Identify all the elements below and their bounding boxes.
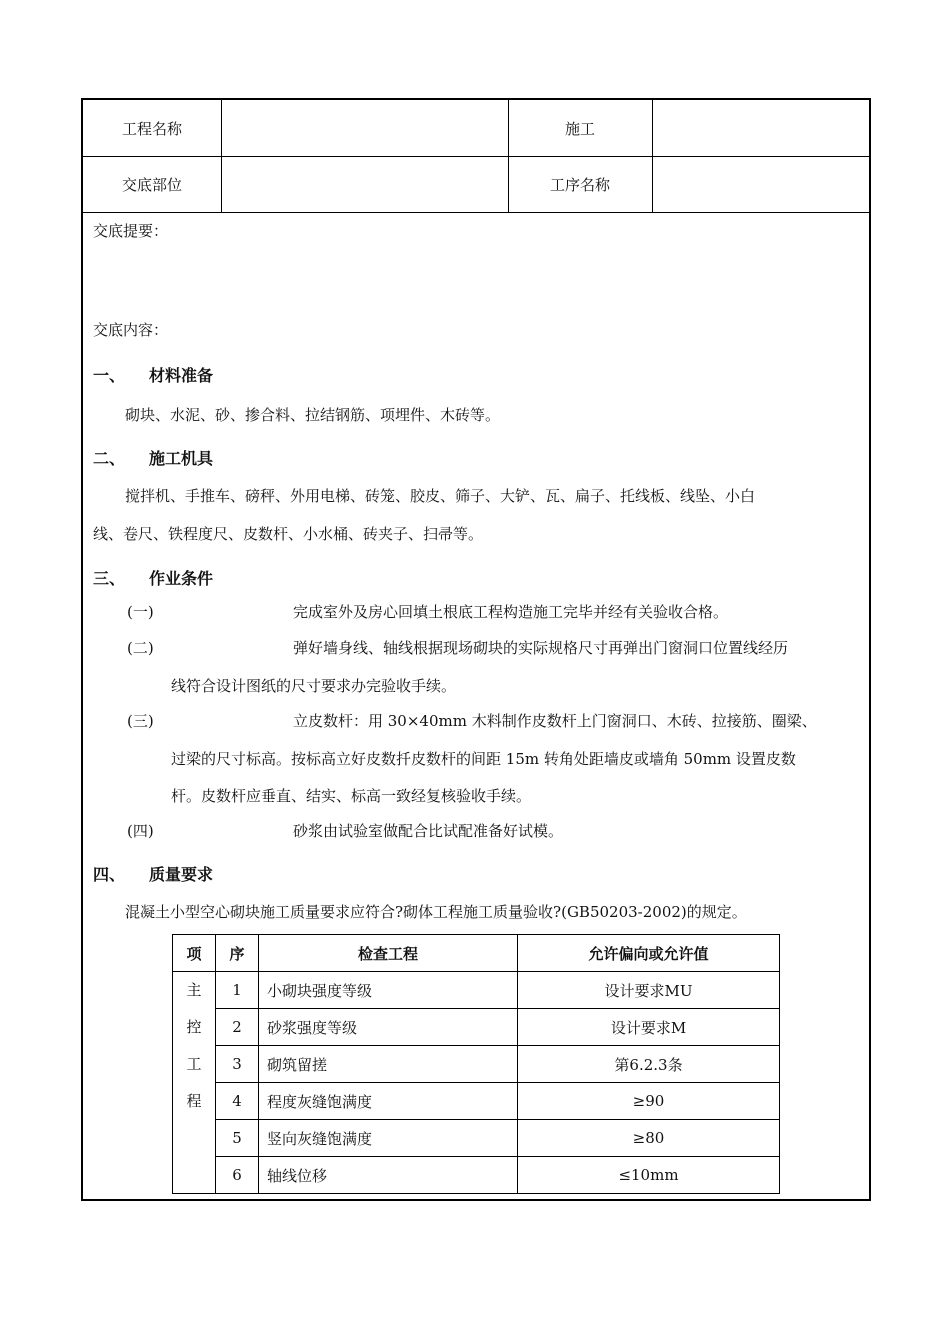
section-2-line-1: 搅拌机、手推车、磅秤、外用电梯、砖笼、胶皮、筛子、大铲、瓦、扁子、托线板、线坠、小白 (125, 487, 756, 505)
table-row (173, 1120, 780, 1157)
part-label: 交底部位 (121, 175, 182, 194)
project-name-label: 工程名称 (121, 119, 182, 138)
check-item: 轴线位移 (259, 1157, 518, 1194)
summary-label: 交底提要： (93, 222, 169, 240)
content-label: 交底内容： (93, 321, 169, 339)
check-item: 程度灰缝饱满度 (259, 1083, 518, 1120)
check-item: 竖向灰缝饱满度 (259, 1120, 518, 1157)
section-1-text: 砌块、水泥、砂、掺合料、拉结钢筋、项埋件、木砖等。 (125, 406, 501, 424)
process-label: 工序名称 (549, 175, 610, 194)
condition-text: 完成室外及房心回填土根底工程构造施工完毕并经有关验收合格。 (293, 603, 729, 621)
section-title: 施工机具 (149, 449, 214, 468)
condition-number: (一) (127, 603, 154, 621)
section-number: 三、 (93, 569, 126, 588)
header-row-2 (83, 156, 869, 213)
table-row (173, 972, 780, 1009)
table-header: 允许偏向或允许值 (518, 935, 780, 972)
table-header: 检查工程 (259, 935, 518, 972)
group-label-char: 控 (186, 1018, 202, 1036)
condition-text: 过梁的尺寸标高。按标高立好皮数扦皮数杆的间距 15m 转角处距墙皮或墙角 50mm 设置皮数 (171, 750, 796, 768)
table-row (173, 1083, 780, 1120)
check-item: 砂浆强度等级 (259, 1009, 518, 1046)
table-header: 项 (173, 935, 216, 972)
quality-table (172, 934, 780, 1194)
group-label-char: 主 (186, 981, 202, 999)
section-number: 二、 (93, 449, 126, 468)
allowed-value: ≤10mm (518, 1157, 780, 1194)
construction-value (652, 100, 869, 156)
condition-text: 弹好墙身线、轴线根据现场砌块的实际规格尺寸再弹出门窗洞口位置线经历 (293, 639, 789, 657)
condition-text: 杆。皮数杆应垂直、结实、标高一致经复核验收手续。 (171, 787, 532, 805)
form-frame (81, 98, 871, 1201)
row-number: 1 (216, 972, 259, 1009)
header-divider (652, 100, 653, 212)
project-name-value (221, 100, 508, 156)
row-number: 3 (216, 1046, 259, 1083)
group-label-char: 工 (186, 1055, 202, 1073)
group-label-cell (173, 972, 216, 1194)
condition-number: (三) (127, 712, 154, 730)
section-2-heading (93, 446, 213, 469)
header-divider (221, 100, 222, 212)
construction-label: 施工 (564, 119, 595, 138)
condition-text: 线符合设计图纸的尺寸要求办完验收手续。 (171, 677, 457, 695)
table-row (173, 1009, 780, 1046)
section-title: 质量要求 (149, 865, 214, 884)
process-value (652, 156, 869, 212)
header-divider (508, 100, 509, 212)
allowed-value: ≥80 (518, 1120, 780, 1157)
row-number: 5 (216, 1120, 259, 1157)
row-number: 6 (216, 1157, 259, 1194)
table-row (173, 1046, 780, 1083)
part-value (221, 156, 508, 212)
condition-text: 砂浆由试验室做配合比试配准备好试模。 (293, 822, 564, 840)
check-item: 砌筑留搓 (259, 1046, 518, 1083)
section-4-heading (93, 862, 213, 885)
section-3-heading (93, 566, 213, 589)
section-title: 作业条件 (149, 569, 214, 588)
allowed-value: ≥90 (518, 1083, 780, 1120)
allowed-value: 设计要求MU (518, 972, 780, 1009)
section-number: 一、 (93, 366, 126, 385)
allowed-value: 第6.2.3条 (518, 1046, 780, 1083)
row-number: 4 (216, 1083, 259, 1120)
group-label-char: 程 (186, 1092, 202, 1110)
section-number: 四、 (93, 865, 126, 884)
condition-number: (二) (127, 639, 154, 657)
condition-number: (四) (127, 822, 154, 840)
table-header-row (173, 935, 780, 972)
section-2-line-2: 线、卷尺、铁程度尺、皮数杆、小水桶、砖夹子、扫帚等。 (93, 525, 484, 543)
section-title: 材料准备 (149, 366, 214, 385)
row-number: 2 (216, 1009, 259, 1046)
table-header: 序 (216, 935, 259, 972)
section-1-heading (93, 363, 213, 386)
check-item: 小砌块强度等级 (259, 972, 518, 1009)
header-row-1 (83, 100, 869, 157)
table-row (173, 1157, 780, 1194)
section-4-text: 混凝土小型空心砌块施工质量要求应符合?砌体工程施工质量验收?(GB50203-2002)的规定。 (125, 903, 747, 921)
allowed-value: 设计要求M (518, 1009, 780, 1046)
condition-text: 立皮数杆：用 30×40mm 木料制作皮数杆上门窗洞口、木砖、拉接筋、圈梁、 (293, 712, 817, 730)
